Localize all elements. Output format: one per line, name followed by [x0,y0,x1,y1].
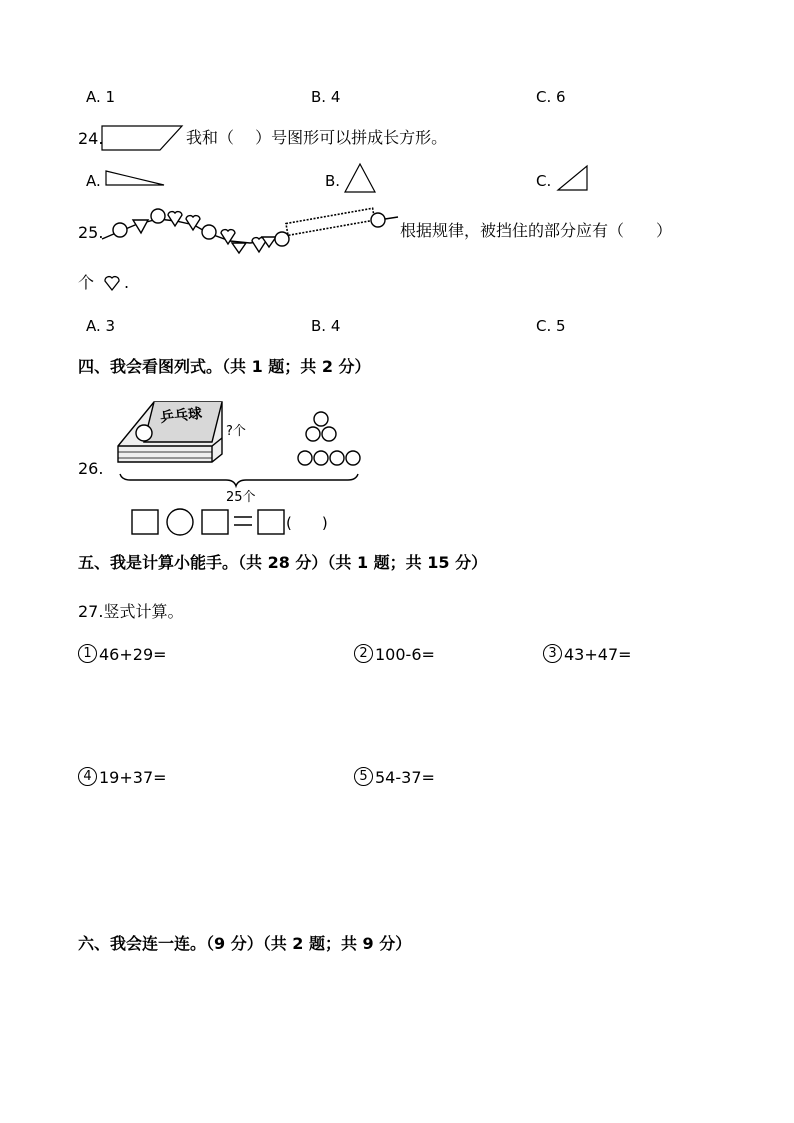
q27-item-4 [78,768,167,788]
q27-item-1-expr: 46+29= [99,645,167,664]
q23-option-a: A. 1 [86,88,116,106]
item-number-3: 3 [543,644,562,663]
q24-option-c-triangle [556,164,590,192]
item-number-4: 4 [78,767,97,786]
q24-option-a-triangle [104,168,166,188]
section-5-heading: 五、我是计算小能手。（共 28 分）（共 1 题；共 15 分） [78,553,488,572]
q27-item-5 [354,768,435,788]
q27-item-4-expr: 19+37= [99,768,167,787]
section-4-heading: 四、我会看图列式。（共 1 题；共 2 分） [78,357,371,376]
q24-option-b-triangle [343,162,377,194]
item-number-1: 1 [78,644,97,663]
q26-answer-unit: ( ) [286,514,328,532]
q25-period: . [124,273,130,292]
q27-item-1 [78,645,167,665]
heart-bead-icon [103,276,121,292]
q26-unknown-label: ?个 [226,424,246,439]
section-6-heading: 六、我会连一连。（9 分）（共 2 题；共 9 分） [78,934,412,953]
q25-number: 25. [78,223,104,242]
q25-unit-text: 个 [78,273,95,292]
q25-option-c: C. 5 [536,317,566,335]
q23-option-b: B. 4 [311,88,341,106]
q26-number: 26. [78,459,104,478]
q25-bead-string-figure [100,205,400,257]
item-number-2: 2 [354,644,373,663]
q25-question-text: 根据规律，被挡住的部分应有（ ） [400,221,673,240]
q27-title: 27.竖式计算。 [78,602,184,621]
q24-question-text: 我和（ ）号图形可以拼成长方形。 [186,128,448,147]
q24-option-c-label: C. [536,172,552,190]
q24-number: 24. [78,129,104,148]
item-number-5: 5 [354,767,373,786]
q23-option-c: C. 6 [536,88,566,106]
q25-option-b: B. 4 [311,317,341,335]
q24-option-b-label: B. [325,172,341,190]
q24-trapezoid-figure [100,124,184,152]
q26-box-label: 乒乓球 [159,405,203,427]
q27-item-3 [543,645,632,665]
q27-item-5-expr: 54-37= [375,768,435,787]
q27-item-2 [354,645,435,665]
q27-item-2-expr: 100-6= [375,645,435,664]
q26-total-label: 25个 [226,490,256,505]
q24-option-a-label: A. [86,172,101,190]
q27-item-3-expr: 43+47= [564,645,632,664]
q25-option-a: A. 3 [86,317,116,335]
